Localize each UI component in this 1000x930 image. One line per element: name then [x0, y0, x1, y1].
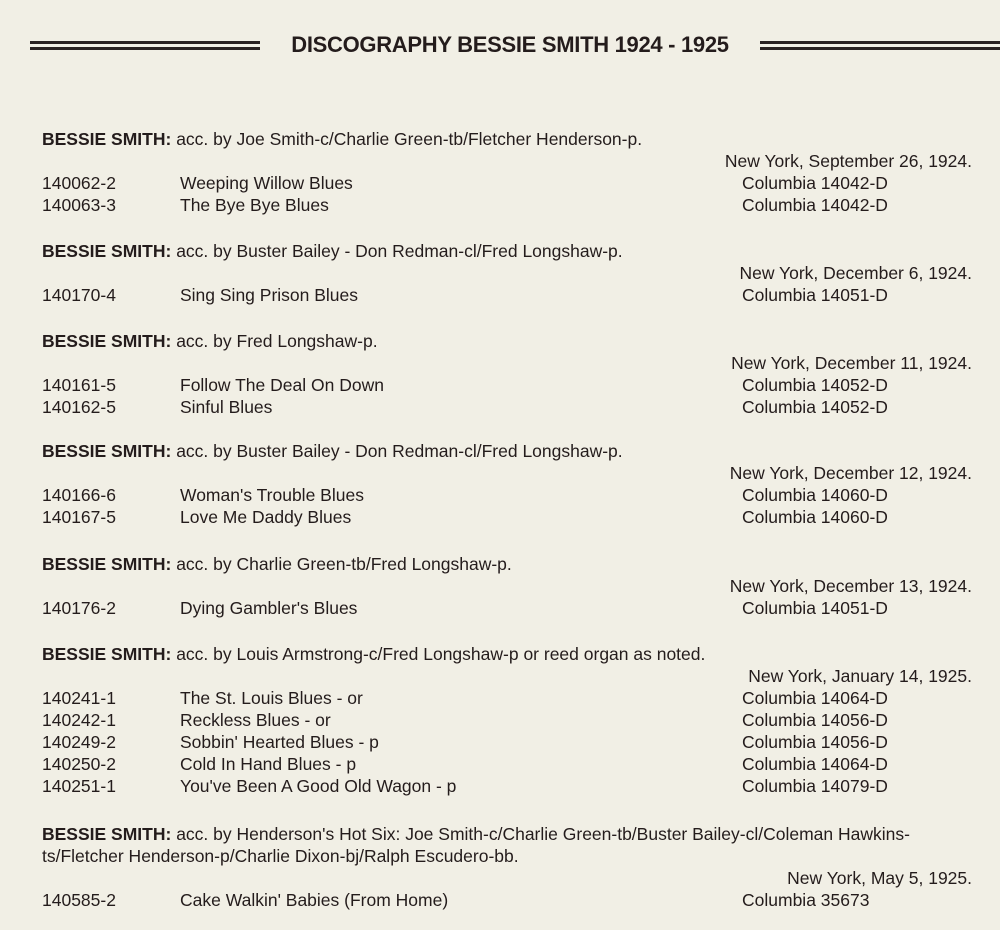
matrix-number: 140250-2	[42, 754, 116, 774]
session-block	[0, 240, 1000, 306]
session-personnel: BESSIE SMITH: acc. by Joe Smith-c/Charlie Green-tb/Fletcher Henderson-p.	[42, 129, 643, 149]
session-block	[0, 330, 1000, 418]
matrix-number: 140585-2	[42, 890, 116, 910]
song-title: You've Been A Good Old Wagon - p	[180, 776, 457, 796]
record-row	[0, 775, 1000, 797]
song-title: Reckless Blues - or	[180, 710, 331, 730]
matrix-number: 140251-1	[42, 776, 116, 796]
session-personnel: BESSIE SMITH: acc. by Louis Armstrong-c/Fred Longshaw-p or reed organ as noted.	[42, 644, 706, 664]
song-title: Cold In Hand Blues - p	[180, 754, 357, 774]
song-title: Sobbin' Hearted Blues - p	[180, 732, 379, 752]
song-title: Sinful Blues	[180, 397, 273, 417]
session-block	[0, 823, 1000, 911]
artist-name: BESSIE SMITH	[42, 824, 166, 844]
matrix-number: 140162-5	[42, 397, 116, 417]
record-row	[0, 889, 1000, 911]
accompaniment: acc. by Buster Bailey - Don Redman-cl/Fred Longshaw-p.	[176, 441, 623, 461]
song-title: Cake Walkin' Babies (From Home)	[180, 890, 449, 910]
issue-number: Columbia 14060-D	[742, 507, 888, 527]
session-block	[0, 440, 1000, 528]
session-location-date: New York, December 13, 1924.	[729, 576, 972, 596]
matrix-number: 140166-6	[42, 485, 116, 505]
issue-number: Columbia 14079-D	[742, 776, 888, 796]
artist-name: BESSIE SMITH	[42, 441, 166, 461]
record-row	[0, 731, 1000, 753]
issue-number: Columbia 14056-D	[742, 732, 888, 752]
matrix-number: 140167-5	[42, 507, 116, 527]
session-location-date: New York, December 12, 1924.	[729, 463, 972, 483]
record-row	[0, 709, 1000, 731]
matrix-number: 140161-5	[42, 375, 116, 395]
record-row	[0, 484, 1000, 506]
artist-name: BESSIE SMITH	[42, 331, 166, 351]
accompaniment: acc. by Joe Smith-c/Charlie Green-tb/Fletcher Henderson-p.	[176, 129, 643, 149]
song-title: Dying Gambler's Blues	[180, 598, 358, 618]
record-row	[0, 284, 1000, 306]
song-title: Love Me Daddy Blues	[180, 507, 352, 527]
issue-number: Columbia 35673	[742, 890, 870, 910]
session-personnel: BESSIE SMITH: acc. by Buster Bailey - Don Redman-cl/Fred Longshaw-p.	[42, 241, 623, 261]
artist-name: BESSIE SMITH	[42, 554, 166, 574]
issue-number: Columbia 14052-D	[742, 375, 888, 395]
record-row	[0, 687, 1000, 709]
session-block	[0, 128, 1000, 216]
session-location-date: New York, May 5, 1925.	[787, 868, 972, 888]
issue-number: Columbia 14051-D	[742, 285, 888, 305]
artist-name: BESSIE SMITH	[42, 644, 166, 664]
song-title: Weeping Willow Blues	[180, 173, 353, 193]
session-personnel: BESSIE SMITH: acc. by Fred Longshaw-p.	[42, 331, 378, 351]
record-row	[0, 753, 1000, 775]
song-title: Follow The Deal On Down	[180, 375, 384, 395]
matrix-number: 140176-2	[42, 598, 116, 618]
session-location-date: New York, September 26, 1924.	[724, 151, 972, 171]
issue-number: Columbia 14064-D	[742, 688, 888, 708]
accompaniment: acc. by Fred Longshaw-p.	[176, 331, 378, 351]
accompaniment: acc. by Buster Bailey - Don Redman-cl/Fred Longshaw-p.	[176, 241, 623, 261]
matrix-number: 140242-1	[42, 710, 116, 730]
matrix-number: 140170-4	[42, 285, 116, 305]
page-title: DISCOGRAPHY BESSIE SMITH 1924 - 1925	[291, 32, 729, 57]
record-row	[0, 194, 1000, 216]
issue-number: Columbia 14051-D	[742, 598, 888, 618]
accompaniment: acc. by Charlie Green-tb/Fred Longshaw-p.	[176, 554, 512, 574]
issue-number: Columbia 14042-D	[742, 173, 888, 193]
accompaniment: acc. by Louis Armstrong-c/Fred Longshaw-p or reed organ as noted.	[176, 644, 706, 664]
record-row	[0, 396, 1000, 418]
session-personnel: BESSIE SMITH: acc. by Charlie Green-tb/Fred Longshaw-p.	[42, 554, 512, 574]
issue-number: Columbia 14060-D	[742, 485, 888, 505]
matrix-number: 140062-2	[42, 173, 116, 193]
issue-number: Columbia 14042-D	[742, 195, 888, 215]
artist-name: BESSIE SMITH	[42, 129, 166, 149]
matrix-number: 140063-3	[42, 195, 116, 215]
song-title: Sing Sing Prison Blues	[180, 285, 359, 305]
record-row	[0, 597, 1000, 619]
issue-number: Columbia 14056-D	[742, 710, 888, 730]
session-block	[0, 643, 1000, 797]
song-title: The Bye Bye Blues	[180, 195, 329, 215]
session-personnel: BESSIE SMITH: acc. by Henderson's Hot Six: Joe Smith-c/Charlie Green-tb/Buster Bailey-cl/Coleman Hawkins-ts/Fletcher Henderson-p/Charlie Dixon-bj/Ralph Escudero-bb.	[42, 824, 910, 866]
issue-number: Columbia 14064-D	[742, 754, 888, 774]
song-title: The St. Louis Blues - or	[180, 688, 363, 708]
record-row	[0, 506, 1000, 528]
artist-name: BESSIE SMITH	[42, 241, 166, 261]
session-location-date: New York, December 11, 1924.	[731, 353, 972, 373]
record-row	[0, 374, 1000, 396]
matrix-number: 140241-1	[42, 688, 116, 708]
session-location-date: New York, January 14, 1925.	[748, 666, 972, 686]
song-title: Woman's Trouble Blues	[180, 485, 364, 505]
record-row	[0, 172, 1000, 194]
session-location-date: New York, December 6, 1924.	[739, 263, 972, 283]
accompaniment: acc. by Henderson's Hot Six: Joe Smith-c/Charlie Green-tb/Buster Bailey-cl/Coleman Hawkins-ts/Fletcher Henderson-p/Charlie Dixon-bj/Ralph Escudero-bb.	[42, 824, 910, 866]
session-block	[0, 553, 1000, 619]
matrix-number: 140249-2	[42, 732, 116, 752]
session-personnel: BESSIE SMITH: acc. by Buster Bailey - Don Redman-cl/Fred Longshaw-p.	[42, 441, 623, 461]
issue-number: Columbia 14052-D	[742, 397, 888, 417]
